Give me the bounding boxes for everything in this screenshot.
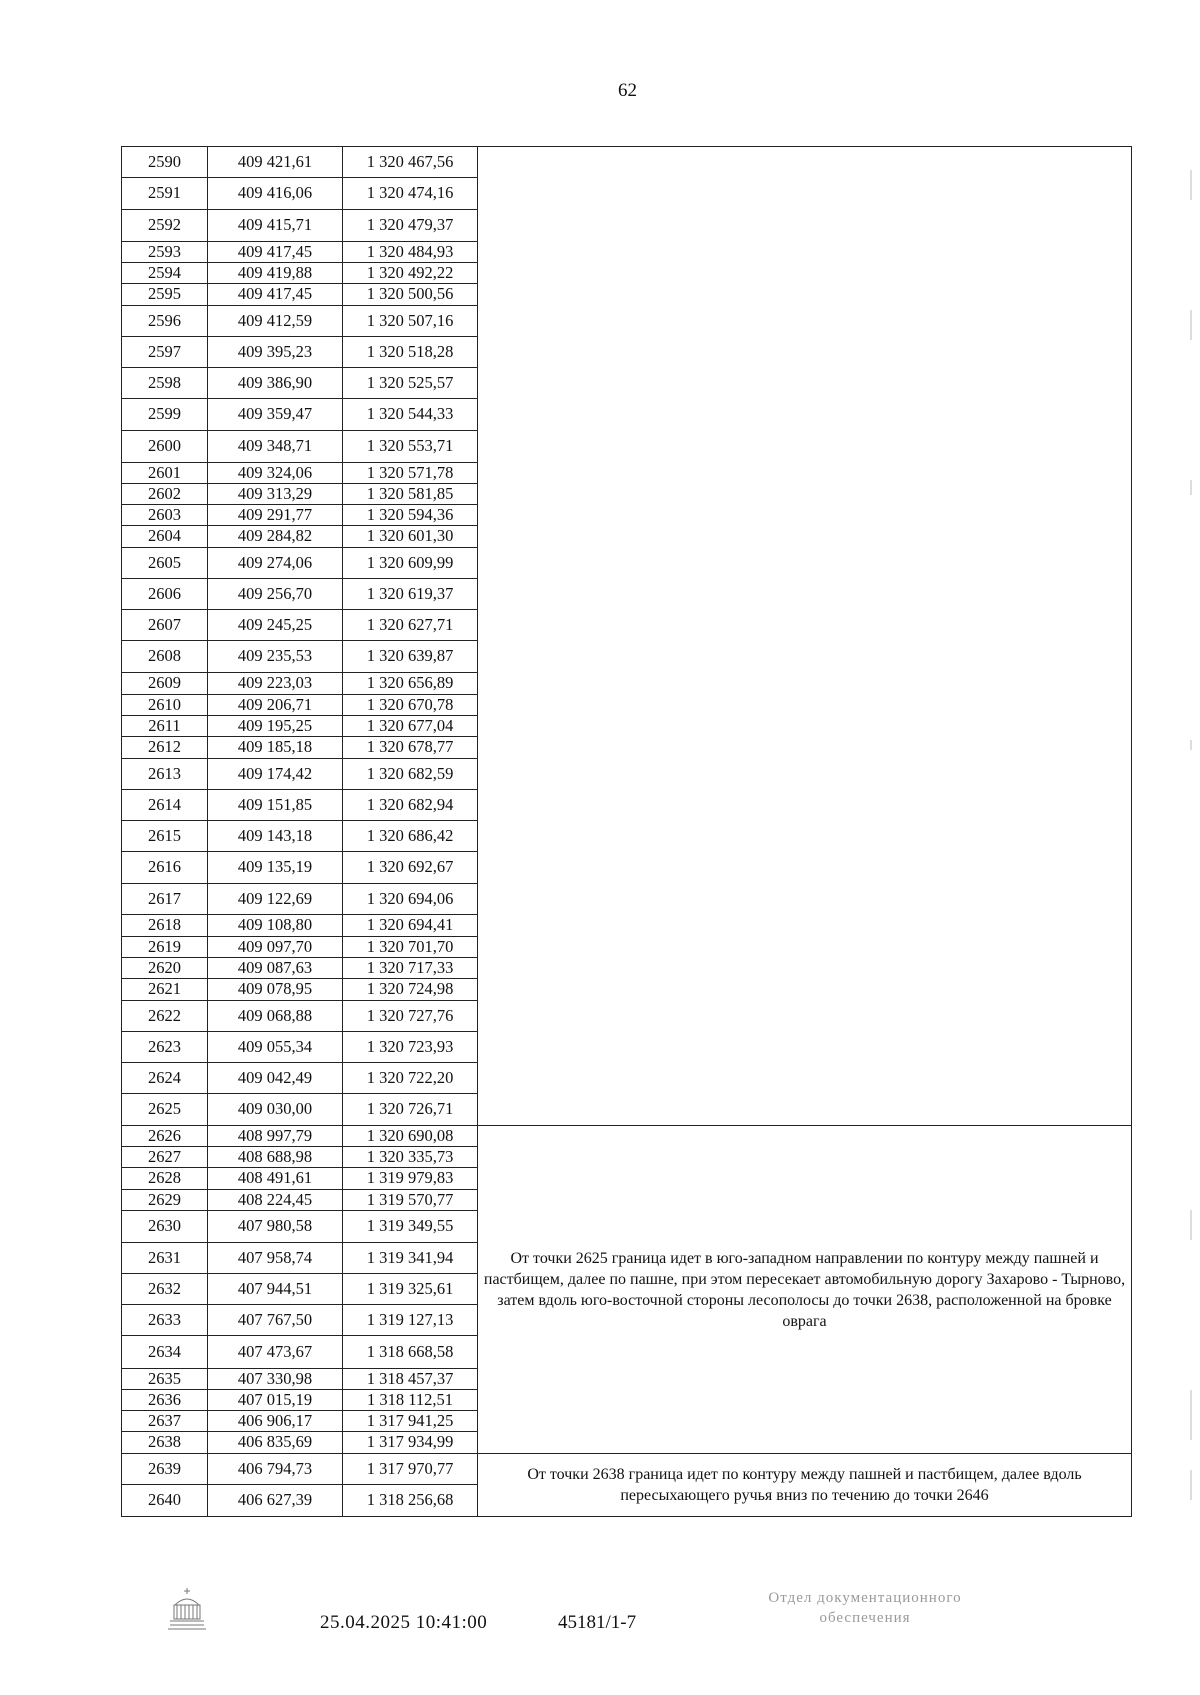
x-coordinate-cell: 409 135,19	[208, 852, 343, 884]
x-coordinate-cell: 409 122,69	[208, 884, 343, 915]
x-coordinate-cell: 409 097,70	[208, 937, 343, 958]
x-coordinate-cell: 408 997,79	[208, 1126, 343, 1147]
y-coordinate-cell: 1 320 656,89	[343, 673, 478, 695]
x-coordinate-cell: 409 359,47	[208, 399, 343, 431]
y-coordinate-cell: 1 320 690,08	[343, 1126, 478, 1147]
point-number-cell: 2607	[122, 610, 208, 641]
x-coordinate-cell: 407 944,51	[208, 1274, 343, 1305]
point-number-cell: 2597	[122, 337, 208, 368]
y-coordinate-cell: 1 320 670,78	[343, 695, 478, 716]
point-number-cell: 2638	[122, 1432, 208, 1454]
y-coordinate-cell: 1 318 256,68	[343, 1485, 478, 1517]
y-coordinate-cell: 1 320 694,41	[343, 915, 478, 937]
x-coordinate-cell: 406 627,39	[208, 1485, 343, 1517]
point-number-cell: 2611	[122, 716, 208, 737]
point-number-cell: 2619	[122, 937, 208, 958]
point-number-cell: 2633	[122, 1305, 208, 1336]
x-coordinate-cell: 409 417,45	[208, 284, 343, 306]
x-coordinate-cell: 407 015,19	[208, 1390, 343, 1411]
x-coordinate-cell: 409 386,90	[208, 368, 343, 399]
point-number-cell: 2640	[122, 1485, 208, 1517]
y-coordinate-cell: 1 318 112,51	[343, 1390, 478, 1411]
scan-edge-marks	[1188, 150, 1194, 1550]
y-coordinate-cell: 1 318 668,58	[343, 1336, 478, 1369]
x-coordinate-cell: 409 087,63	[208, 958, 343, 979]
y-coordinate-cell: 1 320 525,57	[343, 368, 478, 399]
y-coordinate-cell: 1 320 484,93	[343, 242, 478, 263]
point-number-cell: 2613	[122, 759, 208, 790]
point-number-cell: 2635	[122, 1369, 208, 1390]
y-coordinate-cell: 1 319 341,94	[343, 1243, 478, 1274]
y-coordinate-cell: 1 320 724,98	[343, 979, 478, 1001]
y-coordinate-cell: 1 320 726,71	[343, 1094, 478, 1126]
y-coordinate-cell: 1 318 457,37	[343, 1369, 478, 1390]
point-number-cell: 2616	[122, 852, 208, 884]
y-coordinate-cell: 1 320 492,22	[343, 263, 478, 284]
boundary-description-cell	[478, 147, 1132, 1126]
point-number-cell: 2623	[122, 1032, 208, 1063]
x-coordinate-cell: 409 042,49	[208, 1063, 343, 1094]
y-coordinate-cell: 1 320 639,87	[343, 641, 478, 673]
table-row	[122, 1454, 1132, 1485]
point-number-cell: 2639	[122, 1454, 208, 1485]
x-coordinate-cell: 408 491,61	[208, 1168, 343, 1190]
point-number-cell: 2598	[122, 368, 208, 399]
point-number-cell: 2606	[122, 579, 208, 610]
y-coordinate-cell: 1 320 474,16	[343, 178, 478, 210]
point-number-cell: 2618	[122, 915, 208, 937]
y-coordinate-cell: 1 320 717,33	[343, 958, 478, 979]
point-number-cell: 2592	[122, 210, 208, 242]
footer-doc-number: 45181/1-7	[558, 1612, 637, 1633]
y-coordinate-cell: 1 320 609,99	[343, 548, 478, 579]
x-coordinate-cell: 409 348,71	[208, 431, 343, 463]
department-stamp	[715, 1588, 1015, 1628]
y-coordinate-cell: 1 320 467,56	[343, 147, 478, 178]
point-number-cell: 2605	[122, 548, 208, 579]
x-coordinate-cell: 409 324,06	[208, 463, 343, 484]
x-coordinate-cell: 409 274,06	[208, 548, 343, 579]
point-number-cell: 2614	[122, 790, 208, 821]
point-number-cell: 2595	[122, 284, 208, 306]
page-number: 62	[618, 80, 637, 101]
y-coordinate-cell: 1 319 325,61	[343, 1274, 478, 1305]
x-coordinate-cell: 409 223,03	[208, 673, 343, 695]
y-coordinate-cell: 1 320 678,77	[343, 737, 478, 759]
x-coordinate-cell: 409 235,53	[208, 641, 343, 673]
y-coordinate-cell: 1 320 571,78	[343, 463, 478, 484]
y-coordinate-cell: 1 319 349,55	[343, 1211, 478, 1243]
point-number-cell: 2590	[122, 147, 208, 178]
point-number-cell: 2617	[122, 884, 208, 915]
point-number-cell: 2620	[122, 958, 208, 979]
point-number-cell: 2632	[122, 1274, 208, 1305]
x-coordinate-cell: 409 078,95	[208, 979, 343, 1001]
y-coordinate-cell: 1 317 970,77	[343, 1454, 478, 1485]
x-coordinate-cell: 406 835,69	[208, 1432, 343, 1454]
x-coordinate-cell: 409 206,71	[208, 695, 343, 716]
point-number-cell: 2609	[122, 673, 208, 695]
x-coordinate-cell: 407 980,58	[208, 1211, 343, 1243]
point-number-cell: 2602	[122, 484, 208, 505]
y-coordinate-cell: 1 320 682,94	[343, 790, 478, 821]
x-coordinate-cell: 409 174,42	[208, 759, 343, 790]
point-number-cell: 2596	[122, 306, 208, 337]
boundary-description-cell: От точки 2638 граница идет по контуру между пашней и пастбищем, далее вдоль пересыхающего ручья вниз по течению до точки 2646	[478, 1454, 1132, 1517]
x-coordinate-cell: 409 068,88	[208, 1001, 343, 1032]
emblem-icon	[165, 1585, 209, 1631]
y-coordinate-cell: 1 320 692,67	[343, 852, 478, 884]
y-coordinate-cell: 1 317 941,25	[343, 1411, 478, 1432]
y-coordinate-cell: 1 320 544,33	[343, 399, 478, 431]
y-coordinate-cell: 1 320 500,56	[343, 284, 478, 306]
x-coordinate-cell: 407 767,50	[208, 1305, 343, 1336]
x-coordinate-cell: 407 958,74	[208, 1243, 343, 1274]
coordinates-table	[121, 146, 1132, 1517]
x-coordinate-cell: 409 195,25	[208, 716, 343, 737]
x-coordinate-cell: 409 151,85	[208, 790, 343, 821]
point-number-cell: 2636	[122, 1390, 208, 1411]
x-coordinate-cell: 409 030,00	[208, 1094, 343, 1126]
footer-datetime: 25.04.2025 10:41:00	[320, 1612, 488, 1633]
x-coordinate-cell: 408 688,98	[208, 1147, 343, 1168]
y-coordinate-cell: 1 320 701,70	[343, 937, 478, 958]
point-number-cell: 2637	[122, 1411, 208, 1432]
y-coordinate-cell: 1 320 619,37	[343, 579, 478, 610]
point-number-cell: 2634	[122, 1336, 208, 1369]
x-coordinate-cell: 409 419,88	[208, 263, 343, 284]
y-coordinate-cell: 1 319 570,77	[343, 1190, 478, 1211]
stamp-line-1: Отдел документационного	[768, 1590, 962, 1606]
x-coordinate-cell: 409 415,71	[208, 210, 343, 242]
x-coordinate-cell: 409 055,34	[208, 1032, 343, 1063]
x-coordinate-cell: 407 330,98	[208, 1369, 343, 1390]
x-coordinate-cell: 409 245,25	[208, 610, 343, 641]
y-coordinate-cell: 1 320 581,85	[343, 484, 478, 505]
point-number-cell: 2622	[122, 1001, 208, 1032]
point-number-cell: 2612	[122, 737, 208, 759]
y-coordinate-cell: 1 319 979,83	[343, 1168, 478, 1190]
y-coordinate-cell: 1 320 335,73	[343, 1147, 478, 1168]
x-coordinate-cell: 409 417,45	[208, 242, 343, 263]
x-coordinate-cell: 409 416,06	[208, 178, 343, 210]
y-coordinate-cell: 1 320 627,71	[343, 610, 478, 641]
point-number-cell: 2601	[122, 463, 208, 484]
y-coordinate-cell: 1 320 694,06	[343, 884, 478, 915]
x-coordinate-cell: 409 291,77	[208, 505, 343, 526]
point-number-cell: 2629	[122, 1190, 208, 1211]
y-coordinate-cell: 1 320 553,71	[343, 431, 478, 463]
y-coordinate-cell: 1 317 934,99	[343, 1432, 478, 1454]
table-row	[122, 147, 1132, 178]
x-coordinate-cell: 409 284,82	[208, 526, 343, 548]
point-number-cell: 2599	[122, 399, 208, 431]
stamp-line-2: обеспечения	[819, 1610, 911, 1626]
x-coordinate-cell: 409 412,59	[208, 306, 343, 337]
x-coordinate-cell: 409 421,61	[208, 147, 343, 178]
x-coordinate-cell: 409 108,80	[208, 915, 343, 937]
y-coordinate-cell: 1 320 677,04	[343, 716, 478, 737]
y-coordinate-cell: 1 320 722,20	[343, 1063, 478, 1094]
point-number-cell: 2626	[122, 1126, 208, 1147]
y-coordinate-cell: 1 320 518,28	[343, 337, 478, 368]
y-coordinate-cell: 1 320 727,76	[343, 1001, 478, 1032]
point-number-cell: 2615	[122, 821, 208, 852]
point-number-cell: 2608	[122, 641, 208, 673]
x-coordinate-cell: 409 143,18	[208, 821, 343, 852]
point-number-cell: 2600	[122, 431, 208, 463]
y-coordinate-cell: 1 320 507,16	[343, 306, 478, 337]
point-number-cell: 2604	[122, 526, 208, 548]
x-coordinate-cell: 409 185,18	[208, 737, 343, 759]
point-number-cell: 2591	[122, 178, 208, 210]
x-coordinate-cell: 409 256,70	[208, 579, 343, 610]
y-coordinate-cell: 1 319 127,13	[343, 1305, 478, 1336]
x-coordinate-cell: 408 224,45	[208, 1190, 343, 1211]
y-coordinate-cell: 1 320 594,36	[343, 505, 478, 526]
point-number-cell: 2631	[122, 1243, 208, 1274]
y-coordinate-cell: 1 320 723,93	[343, 1032, 478, 1063]
point-number-cell: 2593	[122, 242, 208, 263]
x-coordinate-cell: 409 395,23	[208, 337, 343, 368]
x-coordinate-cell: 406 906,17	[208, 1411, 343, 1432]
x-coordinate-cell: 406 794,73	[208, 1454, 343, 1485]
point-number-cell: 2628	[122, 1168, 208, 1190]
y-coordinate-cell: 1 320 479,37	[343, 210, 478, 242]
y-coordinate-cell: 1 320 686,42	[343, 821, 478, 852]
x-coordinate-cell: 409 313,29	[208, 484, 343, 505]
boundary-description-cell: От точки 2625 граница идет в юго-западном направлении по контуру между пашней и пастбищем, далее по пашне, при этом пересекает автомобильную дорогу Захарово - Тырново, затем вдоль юго-восточной стороны лесополосы до точки 2638, расположенной на бровке оврага	[478, 1126, 1132, 1454]
point-number-cell: 2625	[122, 1094, 208, 1126]
table-row	[122, 1126, 1132, 1147]
y-coordinate-cell: 1 320 601,30	[343, 526, 478, 548]
point-number-cell: 2603	[122, 505, 208, 526]
y-coordinate-cell: 1 320 682,59	[343, 759, 478, 790]
point-number-cell: 2594	[122, 263, 208, 284]
point-number-cell: 2627	[122, 1147, 208, 1168]
point-number-cell: 2624	[122, 1063, 208, 1094]
point-number-cell: 2610	[122, 695, 208, 716]
point-number-cell: 2630	[122, 1211, 208, 1243]
point-number-cell: 2621	[122, 979, 208, 1001]
x-coordinate-cell: 407 473,67	[208, 1336, 343, 1369]
